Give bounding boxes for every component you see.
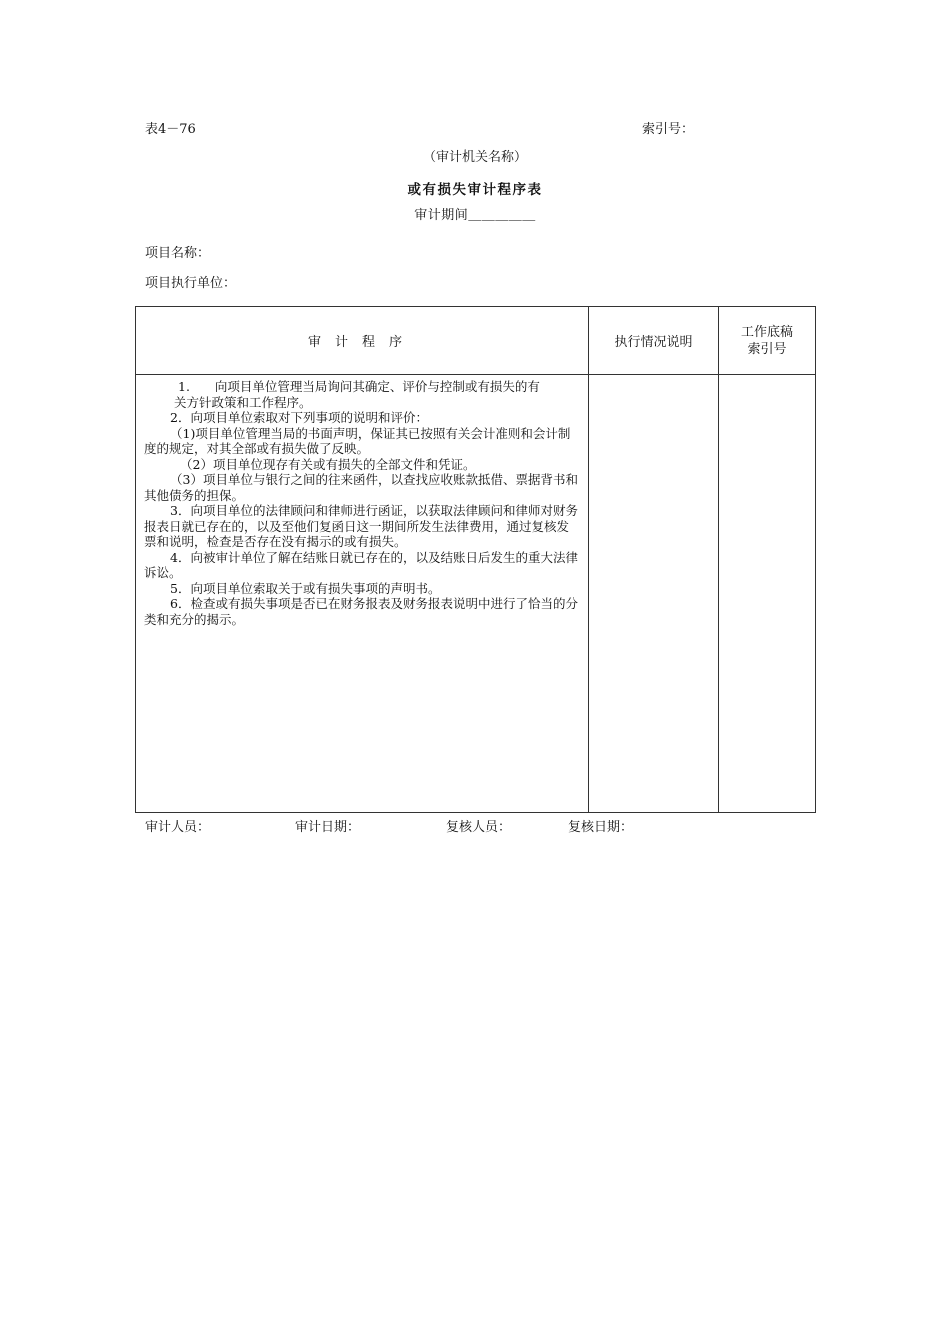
audit-period: 审计期间＿＿＿＿＿ [414, 208, 536, 223]
procedure-item: （2）项目单位现存有关或有损失的全部文件和凭证。 [180, 456, 476, 472]
org-name: （审计机关名称） [422, 150, 527, 165]
workpaper-ref-cell[interactable] [719, 375, 816, 813]
procedure-item: 关方针政策和工作程序。 [174, 394, 312, 410]
reviewer-label: 复核人员： [446, 820, 512, 835]
procedure-item: （3）项目单位与银行之间的往来函件，以查找应收账款抵借、票据背书和其他债务的担保。 [144, 472, 578, 503]
project-name-label: 项目名称： [145, 246, 211, 261]
index-number-label: 索引号： [642, 122, 695, 137]
column-header-execution: 执行情况说明 [589, 307, 719, 375]
table-number: 表4－76 [145, 122, 196, 137]
review-date-label: 复核日期： [568, 820, 634, 835]
column-header-workpaper-ref [719, 307, 816, 375]
procedure-item: 5．向项目单位索取关于或有损失事项的声明书。 [170, 580, 441, 596]
table-body-row [136, 375, 816, 813]
index-label: 索引号 [747, 341, 787, 357]
table-header-row [136, 307, 816, 375]
column-header-procedure: 审计程序 [136, 307, 589, 375]
procedure-cell [136, 375, 589, 813]
audit-procedure-table [135, 306, 816, 813]
procedure-item: 3．向项目单位的法律顾问和律师进行函证，以获取法律顾问和律师对财务报表日就已存在的，以及至他们复函日这一期间所发生法律费用，通过复核发票和说明，检查是否存在没有揭示的或有损失。 [144, 503, 578, 549]
audit-date-label: 审计日期： [295, 820, 361, 835]
document-title: 或有损失审计程序表 [407, 182, 543, 198]
project-unit-label: 项目执行单位： [145, 276, 237, 291]
execution-notes-cell[interactable] [589, 375, 719, 813]
procedure-item: 6．检查或有损失事项是否已在财务报表及财务报表说明中进行了恰当的分类和充分的揭示。 [144, 596, 578, 627]
procedure-item: 2．向项目单位索取对下列事项的说明和评价： [170, 410, 428, 425]
workpaper-label: 工作底稿 [740, 324, 793, 340]
procedure-item: （1)项目单位管理当局的书面声明，保证其已按照有关会计准则和会计制度的规定，对其全部或有损失做了反映。 [144, 425, 571, 456]
auditor-label: 审计人员： [145, 820, 211, 835]
procedure-item: 1. 向项目单位管理当局询问其确定、评价与控制或有损失的有 [178, 379, 540, 394]
procedure-item: 4．向被审计单位了解在结账日就已存在的，以及结账日后发生的重大法律诉讼。 [144, 549, 578, 580]
